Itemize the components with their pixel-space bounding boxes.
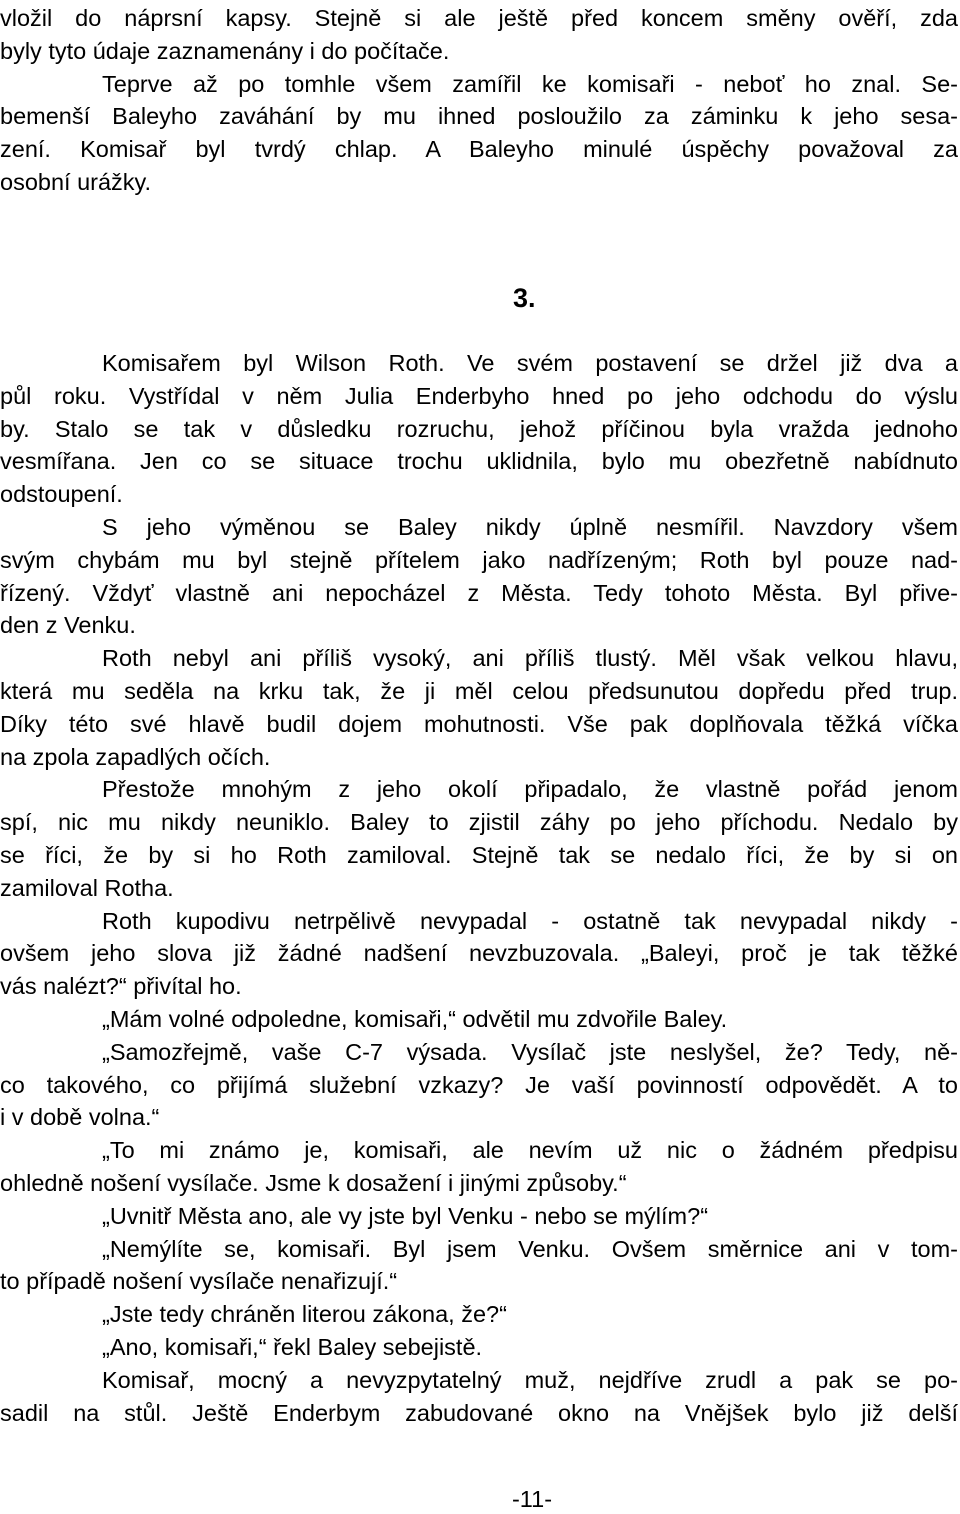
text-line: svým chybám mu byl stejně přítelem jako nadřízeným; Roth byl pouze nad-: [0, 546, 958, 573]
text-line: zamiloval Rotha.: [0, 874, 174, 901]
text-line: Komisařem byl Wilson Roth. Ve svém postavení se držel již dva a: [102, 350, 958, 376]
text-line: „Samozřejmě, vaše C-7 výsada. Vysílač jste neslyšel, že? Tedy, ně-: [102, 1038, 958, 1065]
text-line: zení. Komisař byl tvrdý chlap. A Baleyho minulé úspěchy považoval za: [0, 136, 958, 163]
text-line: se říci, že by si ho Roth zamiloval. Stejně tak se nedalo říci, že by si on: [0, 842, 958, 868]
text-line: spí, nic mu nikdy neuniklo. Baley to zjistil záhy po jeho příchodu. Nedalo by: [0, 809, 958, 836]
text-line: i v době volna.“: [0, 1104, 160, 1131]
text-line: Teprve až po tomhle všem zamířil ke komisaři - neboť ho znal. Se-: [102, 70, 958, 97]
text-line: co takového, co přijímá služební vzkazy? Je vaší povinností odpovědět. A to: [0, 1071, 958, 1098]
text-line: Komisař, mocný a nevyzpytatelný muž, nejdříve zrudl a pak se po-: [102, 1366, 958, 1393]
text-line: ovšem jeho slova již žádné nadšení nevzbuzovala. „Baleyi, proč je tak těžké: [0, 940, 958, 967]
text-line: ohledně nošení vysílače. Jsme k dosažení i jinými způsoby.“: [0, 1170, 627, 1196]
text-line: to případě nošení vysílače nenařizují.“: [0, 1268, 398, 1295]
text-line: S jeho výměnou se Baley nikdy úplně nesmířil. Navzdory všem: [102, 514, 958, 540]
text-line: „Ano, komisaři,“ řekl Baley sebejistě.: [102, 1334, 483, 1360]
text-line: „Mám volné odpoledne, komisaři,“ odvětil mu zdvořile Baley.: [102, 1006, 728, 1032]
text-line: „Nemýlíte se, komisaři. Byl jsem Venku. Ovšem směrnice ani v tom-: [102, 1235, 958, 1262]
text-line: Přestože mnohým z jeho okolí připadalo, že vlastně pořád jenom: [102, 776, 958, 803]
text-line: byly tyto údaje zaznamenány i do počítače.: [0, 37, 450, 64]
text-line: „To mi známo je, komisaři, ale nevím už nic o žádném předpisu: [102, 1137, 958, 1164]
page-number: -11-: [511, 1486, 553, 1512]
chapter-heading: 3.: [513, 283, 536, 313]
text-line: Roth nebyl ani příliš vysoký, ani příliš tlustý. Měl však velkou hlavu,: [102, 645, 958, 672]
text-line: „Uvnitř Města ano, ale vy jste byl Venku - nebo se mýlím?“: [102, 1202, 709, 1229]
text-line: Roth kupodivu netrpělivě nevypadal - ostatně tak nevypadal nikdy -: [102, 907, 958, 934]
text-line: osobní urážky.: [0, 169, 152, 195]
text-line: Díky této své hlavě budil dojem mohutnosti. Vše pak doplňovala těžká víčka: [0, 710, 958, 737]
text-line: která mu seděla na krku tak, že ji měl celou předsunutou dopředu před trup.: [0, 678, 958, 704]
text-line: odstoupení.: [0, 481, 123, 508]
text-line: řízený. Vždyť vlastně ani nepocházel z Města. Tedy tohoto Města. Byl přive-: [0, 579, 958, 606]
text-line: vložil do náprsní kapsy. Stejně si ale ještě před koncem směny ověří, zda: [0, 5, 958, 31]
text-line: sadil na stůl. Ještě Enderbym zabudované okno na Vnějšek bylo již delší: [0, 1399, 958, 1426]
text-line: na zpola zapadlých očích.: [0, 743, 271, 770]
text-line: „Jste tedy chráněn literou zákona, že?“: [102, 1301, 507, 1328]
text-line: vás nalézt?“ přivítal ho.: [0, 973, 242, 1000]
text-line: bemenší Baleyho zaváhání by mu ihned posloužilo za záminku k jeho sesa-: [0, 103, 958, 130]
text-line: vesmířana. Jen co se situace trochu uklidnila, bylo mu obezřetně nabídnuto: [0, 448, 958, 475]
text-line: den z Venku.: [0, 612, 136, 639]
text-line: půl roku. Vystřídal v něm Julia Enderbyho hned po jeho odchodu do výslu: [0, 382, 958, 409]
text-line: by. Stalo se tak v důsledku rozruchu, jehož příčinou byla vražda jednoho: [0, 415, 958, 442]
